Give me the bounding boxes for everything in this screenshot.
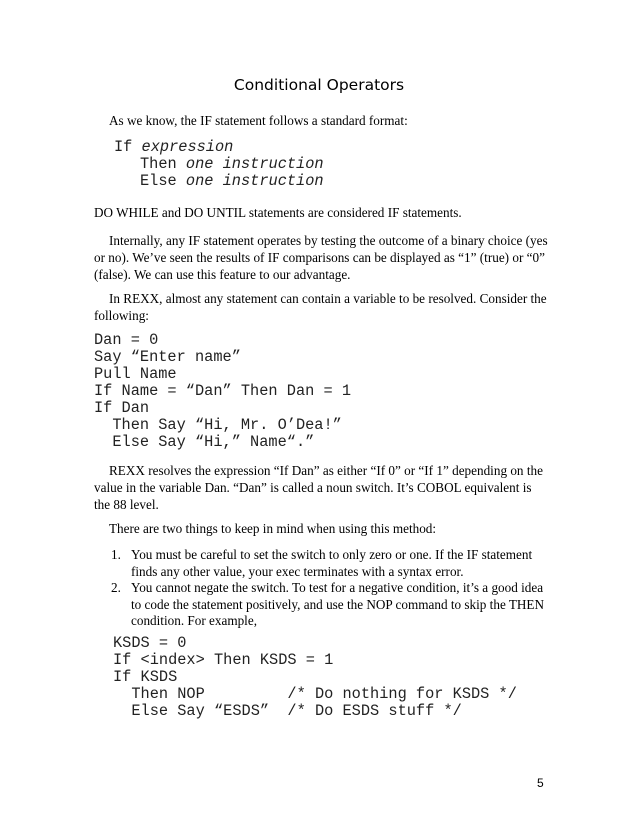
format-code-line-1 xyxy=(114,139,233,156)
code-argument: one instruction xyxy=(185,155,324,173)
code-argument: one instruction xyxy=(185,172,324,190)
list-text: You cannot negate the switch. To test for a negative condition, it’s a good idea to code the statement positively, and use the NOP command to skip the THEN condition. For example, xyxy=(131,580,545,628)
list-number: 2. xyxy=(111,580,121,595)
ksds-code-line: If KSDS xyxy=(113,668,178,686)
code-keyword: If xyxy=(114,138,133,156)
example-code-line: If Dan xyxy=(94,399,150,417)
example-code-line: If Name = “Dan” Then Dan = 1 xyxy=(94,382,352,400)
two-things-paragraph: There are two things to keep in mind when using this method: xyxy=(109,521,437,536)
example-code-line: Then Say “Hi, Mr. O’Dea!” xyxy=(94,416,342,434)
page-title: Conditional Operators xyxy=(233,76,405,94)
ksds-code-line: KSDS = 0 xyxy=(113,634,187,652)
list-text: You must be careful to set the switch to only zero or one. If the IF statement finds any other value, your exec terminates with a syntax error. xyxy=(131,547,533,579)
example-code-line: Say “Enter name” xyxy=(94,348,241,366)
format-code-line-3 xyxy=(140,173,324,190)
format-code-line-2 xyxy=(140,156,324,173)
example-code-line: Pull Name xyxy=(94,365,177,383)
code-keyword: Then xyxy=(140,155,177,173)
code-keyword: Else xyxy=(140,172,177,190)
rexx-paragraph: In REXX, almost any statement can contain a variable to be resolved. Consider the following: xyxy=(94,291,547,323)
list-item xyxy=(111,547,551,580)
do-paragraph: DO WHILE and DO UNTIL statements are considered IF statements. xyxy=(94,205,462,220)
list-number: 1. xyxy=(111,547,121,562)
ksds-code-line: If <index> Then KSDS = 1 xyxy=(113,651,334,669)
example-code-line: Dan = 0 xyxy=(94,331,159,349)
resolves-paragraph: REXX resolves the expression “If Dan” as either “If 0” or “If 1” depending on the value in the variable Dan. “Dan” is called a noun switch. It’s COBOL equivalent is the 88 level. xyxy=(94,463,543,512)
page-number: 5 xyxy=(537,776,544,790)
list-item xyxy=(111,580,551,630)
code-argument: expression xyxy=(141,138,234,156)
ksds-code-line: Then NOP /* Do nothing for KSDS */ xyxy=(113,685,517,703)
intro-paragraph: As we know, the IF statement follows a standard format: xyxy=(109,113,408,128)
example-code-line: Else Say “Hi,” Name“.” xyxy=(94,433,315,451)
ksds-code-line: Else Say “ESDS” /* Do ESDS stuff */ xyxy=(113,702,462,720)
internal-paragraph: Internally, any IF statement operates by testing the outcome of a binary choice (yes or no). We’ve seen the results of IF comparisons can be displayed as “1” (true) or “0” (false). We can use this feature to our advantage. xyxy=(94,233,548,282)
